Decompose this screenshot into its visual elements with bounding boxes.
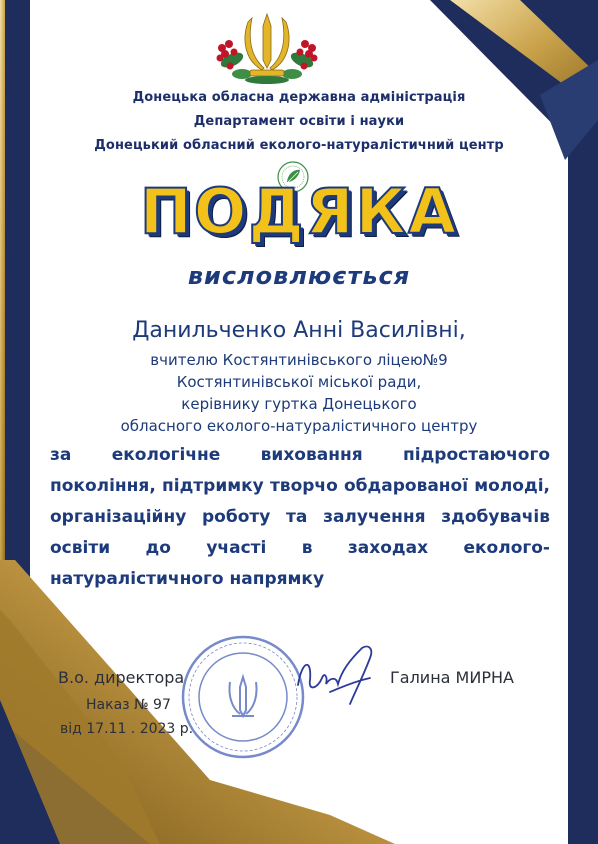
header-line-center: Донецький обласний еколого-натуралістичний центр xyxy=(94,138,504,153)
order-number: Наказ № 97 xyxy=(86,697,171,713)
page-title: ПОДЯКА xyxy=(139,175,459,248)
recipient-position-line: керівнику гуртка Донецького xyxy=(181,395,417,413)
official-stamp xyxy=(178,632,308,762)
header-line-administration: Донецька обласна державна адміністрація xyxy=(132,90,466,105)
handwritten-signature xyxy=(290,640,390,710)
recipient-position-line: вчителю Костянтинівського ліцею№9 xyxy=(150,351,448,369)
recipient-position-line: обласного еколого-натуралістичного центру xyxy=(120,417,478,435)
recipient-position-line: Костянтинівської міської ради, xyxy=(176,373,422,391)
reason-text: за екологічне виховання підростаючого покоління, підтримку творчо обдарованої молоді, організаційну роботу та залучення здобувачів освіти до участі в заходах еколого-натуралістичного напрямку xyxy=(50,445,550,589)
order-date: від 17.11 . 2023 р. xyxy=(60,721,194,737)
signatory-role: В.о. директора xyxy=(58,668,185,687)
recipient-name: Данильченко Анні Василівні, xyxy=(132,318,466,343)
expresses-heading: висловлюється xyxy=(187,262,411,290)
signatory-name: Галина МИРНА xyxy=(390,668,514,687)
trident-emblem xyxy=(212,8,322,86)
header-line-department: Департамент освіти і науки xyxy=(193,114,405,129)
